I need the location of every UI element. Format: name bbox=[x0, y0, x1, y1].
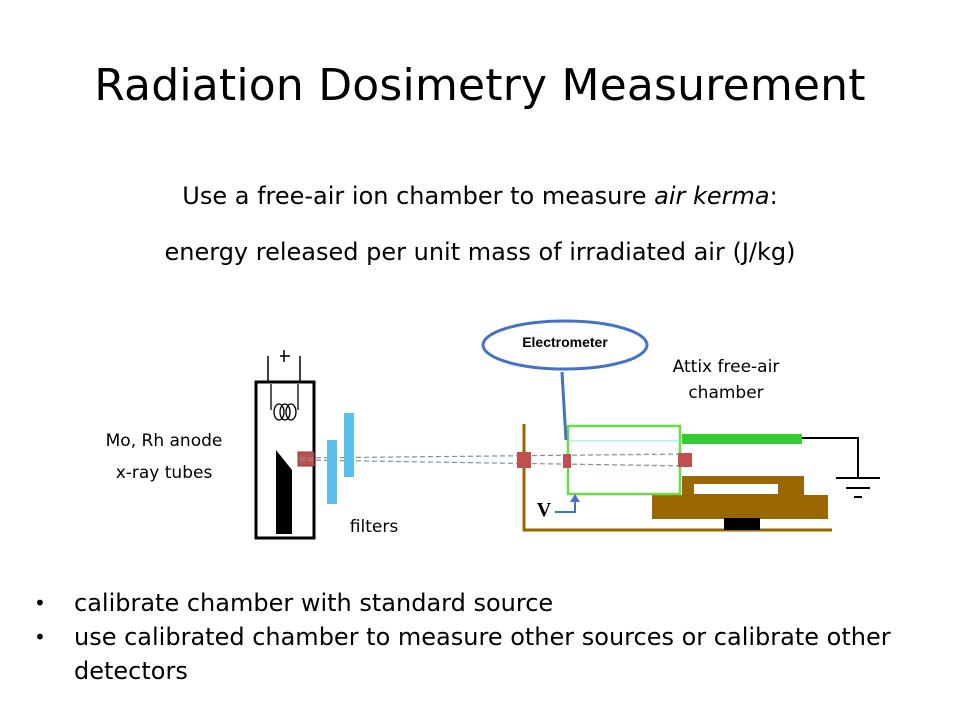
guard-aperture bbox=[563, 454, 571, 468]
bullet-dot-icon: • bbox=[34, 591, 46, 615]
subtitle-suffix: : bbox=[769, 182, 778, 210]
tube-window bbox=[298, 452, 314, 466]
filters-label: filters bbox=[349, 517, 399, 537]
bullet-text: use calibrated chamber to measure other sources or calibrate other detectors bbox=[74, 623, 891, 685]
filament-supply-icon bbox=[280, 350, 290, 362]
bullet-dot-icon: • bbox=[34, 625, 46, 649]
support-gap bbox=[694, 484, 778, 494]
subtitle-line-2: energy released per unit mass of irradiated air (J/kg) bbox=[164, 238, 796, 266]
voltage-label: V bbox=[536, 499, 552, 521]
bullet-item bbox=[34, 586, 914, 620]
high-voltage-plate bbox=[682, 434, 802, 444]
base-block bbox=[652, 495, 828, 519]
beam-lines bbox=[300, 454, 688, 466]
bullet-text: calibrate chamber with standard source bbox=[74, 589, 554, 617]
bullet-item bbox=[34, 620, 914, 688]
tube-label-line-1: Mo, Rh anode bbox=[105, 431, 223, 451]
electrometer-label: Electrometer bbox=[522, 334, 608, 350]
exit-aperture bbox=[678, 453, 692, 467]
filter-1 bbox=[327, 440, 337, 504]
subtitle-prefix: Use a free-air ion chamber to measure bbox=[182, 182, 655, 210]
chamber-label-line-1: Attix free-air bbox=[672, 357, 780, 377]
base-foot bbox=[724, 518, 760, 530]
voltage-arrow-icon bbox=[555, 494, 580, 512]
filter-2 bbox=[344, 413, 354, 477]
chamber-outline bbox=[568, 426, 680, 494]
electrometer-lead bbox=[562, 372, 566, 440]
slide-title: Radiation Dosimetry Measurement bbox=[94, 60, 866, 111]
ground-icon bbox=[802, 438, 880, 497]
subtitle-emphasis: air kerma bbox=[654, 182, 770, 210]
tube-label-line-2: x-ray tubes bbox=[115, 463, 213, 483]
bullet-list bbox=[34, 586, 914, 688]
xray-tube bbox=[256, 350, 314, 538]
entrance-aperture bbox=[517, 452, 531, 468]
chamber-label-line-2: chamber bbox=[688, 383, 764, 403]
